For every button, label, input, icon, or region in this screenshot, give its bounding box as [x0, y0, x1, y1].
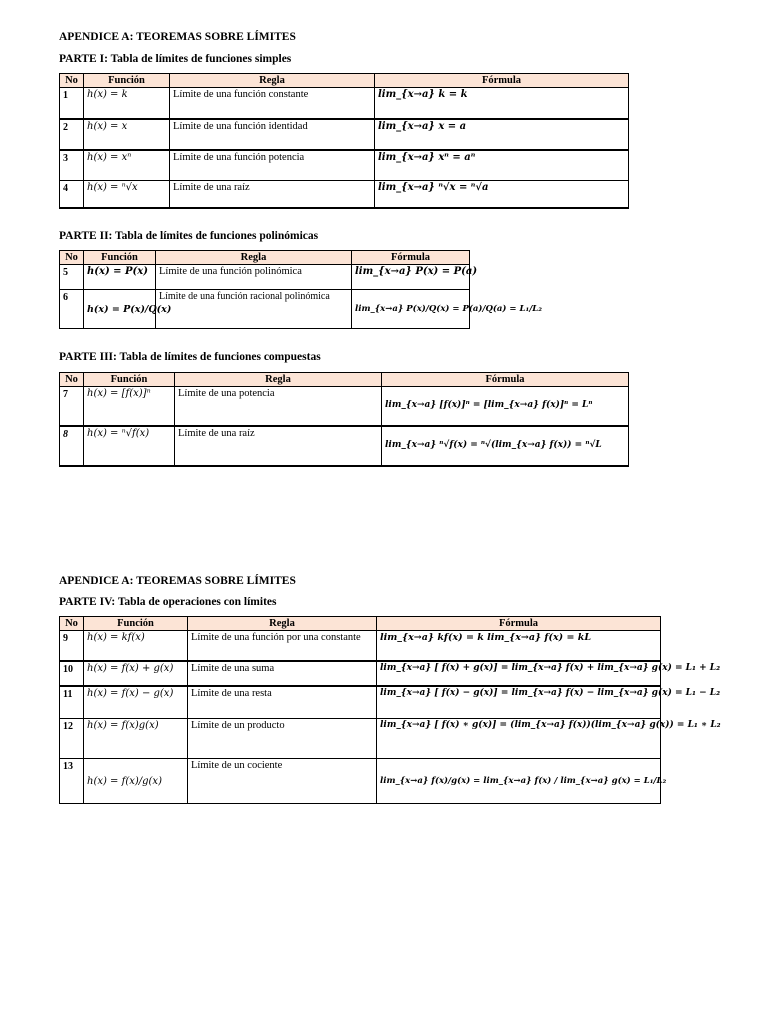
table-row — [60, 631, 661, 661]
col-no: No — [60, 617, 84, 631]
row-no: 10 — [60, 661, 84, 686]
row-formula: lim_{x→a} ⁿ√f(x) = ⁿ√(lim_{x→a} f(x)) = ⁿ√L — [382, 426, 629, 466]
row-formula: lim_{x→a} [ f(x) + g(x)] = lim_{x→a} f(x) + lim_{x→a} g(x) = L₁ + L₂ — [377, 661, 661, 686]
part1-heading: PARTE I: Tabla de límites de funciones simples — [59, 53, 292, 65]
table-header-row — [60, 617, 661, 631]
table-row — [60, 719, 661, 759]
part4-table — [59, 616, 721, 804]
row-formula: lim_{x→a} P(x) = P(a) — [352, 265, 470, 290]
table-header-row — [60, 373, 629, 387]
row-funcion: h(x) = x — [84, 119, 170, 150]
part3-table — [59, 372, 629, 467]
row-no: 2 — [60, 119, 84, 150]
row-regla: Límite de una función polinómica — [156, 265, 352, 290]
row-no: 5 — [60, 265, 84, 290]
row-funcion: h(x) = P(x) — [84, 265, 156, 290]
table-row — [60, 759, 661, 804]
table-row — [60, 181, 629, 208]
col-formula: Fórmula — [352, 251, 470, 265]
col-funcion: Función — [84, 373, 175, 387]
row-formula: lim_{x→a} xⁿ = aⁿ — [375, 150, 629, 181]
row-regla: Límite de una función racional polinómica — [156, 290, 352, 329]
col-funcion: Función — [84, 617, 188, 631]
appendix-title: APENDICE A: TEOREMAS SOBRE LÍMITES — [59, 31, 296, 43]
row-regla: Límite de un producto — [188, 719, 377, 759]
part2-heading: PARTE II: Tabla de límites de funciones polinómicas — [59, 230, 319, 242]
row-no: 11 — [60, 686, 84, 719]
col-no: No — [60, 251, 84, 265]
row-formula: lim_{x→a} [f(x)]ⁿ = [lim_{x→a} f(x)]ⁿ = Lⁿ — [382, 387, 629, 426]
row-funcion: h(x) = f(x) + g(x) — [84, 661, 188, 686]
table-row — [60, 686, 661, 719]
col-formula: Fórmula — [382, 373, 629, 387]
row-formula: lim_{x→a} x = a — [375, 119, 629, 150]
col-regla: Regla — [188, 617, 377, 631]
row-formula: lim_{x→a} [ f(x) ∗ g(x)] = (lim_{x→a} f(x))(lim_{x→a} g(x)) = L₁ ∗ L₂ — [377, 719, 661, 759]
row-no: 9 — [60, 631, 84, 661]
table-row — [60, 265, 470, 290]
row-funcion: h(x) = P(x)/Q(x) — [84, 290, 156, 329]
row-funcion: h(x) = [f(x)]ⁿ — [84, 387, 175, 426]
row-formula: lim_{x→a} kf(x) = k lim_{x→a} f(x) = kL — [377, 631, 661, 661]
table-row — [60, 661, 661, 686]
row-no: 4 — [60, 181, 84, 208]
col-formula: Fórmula — [375, 74, 629, 88]
row-funcion: h(x) = ⁿ√f(x) — [84, 426, 175, 466]
part1-table — [59, 73, 629, 209]
row-formula: lim_{x→a} [ f(x) − g(x)] = lim_{x→a} f(x) − lim_{x→a} g(x) = L₁ − L₂ — [377, 686, 661, 719]
col-funcion: Función — [84, 251, 156, 265]
table-row — [60, 88, 629, 119]
row-regla: Límite de una función identidad — [170, 119, 375, 150]
col-no: No — [60, 74, 84, 88]
row-funcion: h(x) = f(x)/g(x) — [84, 759, 188, 804]
row-regla: Límite de una función potencia — [170, 150, 375, 181]
row-regla: Límite de una raíz — [175, 426, 382, 466]
row-formula: lim_{x→a} P(x)/Q(x) = P(a)/Q(a) = L₁/L₂ — [352, 290, 470, 329]
row-formula: lim_{x→a} f(x)/g(x) = lim_{x→a} f(x) / lim_{x→a} g(x) = L₁/L₂ — [377, 759, 661, 804]
col-regla: Regla — [175, 373, 382, 387]
row-no: 6 — [60, 290, 84, 329]
row-regla: Límite de una resta — [188, 686, 377, 719]
appendix-title-2: APENDICE A: TEOREMAS SOBRE LÍMITES — [59, 575, 296, 587]
col-formula: Fórmula — [377, 617, 661, 631]
col-regla: Regla — [170, 74, 375, 88]
part2-table — [59, 250, 542, 329]
row-no: 3 — [60, 150, 84, 181]
table-row — [60, 119, 629, 150]
row-no: 8 — [60, 426, 84, 466]
row-funcion: h(x) = f(x) − g(x) — [84, 686, 188, 719]
row-regla: Límite de una función constante — [170, 88, 375, 119]
row-no: 7 — [60, 387, 84, 426]
row-formula: lim_{x→a} ⁿ√x = ⁿ√a — [375, 181, 629, 208]
row-funcion: h(x) = f(x)g(x) — [84, 719, 188, 759]
row-no: 12 — [60, 719, 84, 759]
row-funcion: h(x) = kf(x) — [84, 631, 188, 661]
row-funcion: h(x) = ⁿ√x — [84, 181, 170, 208]
row-regla: Límite de una suma — [188, 661, 377, 686]
col-no: No — [60, 373, 84, 387]
row-no: 1 — [60, 88, 84, 119]
row-regla: Límite de una potencia — [175, 387, 382, 426]
table-row — [60, 426, 629, 466]
col-regla: Regla — [156, 251, 352, 265]
row-regla: Límite de una función por una constante — [188, 631, 377, 661]
row-funcion: h(x) = k — [84, 88, 170, 119]
part4-heading: PARTE IV: Tabla de operaciones con límites — [59, 596, 277, 608]
table-header-row — [60, 251, 470, 265]
row-regla: Límite de una raíz — [170, 181, 375, 208]
part3-heading: PARTE III: Tabla de límites de funciones compuestas — [59, 351, 321, 363]
table-row — [60, 387, 629, 426]
row-regla: Límite de un cociente — [188, 759, 377, 804]
table-header-row — [60, 74, 629, 88]
table-row — [60, 150, 629, 181]
row-funcion: h(x) = xⁿ — [84, 150, 170, 181]
table-row — [60, 290, 470, 329]
row-no: 13 — [60, 759, 84, 804]
col-funcion: Función — [84, 74, 170, 88]
row-formula: lim_{x→a} k = k — [375, 88, 629, 119]
